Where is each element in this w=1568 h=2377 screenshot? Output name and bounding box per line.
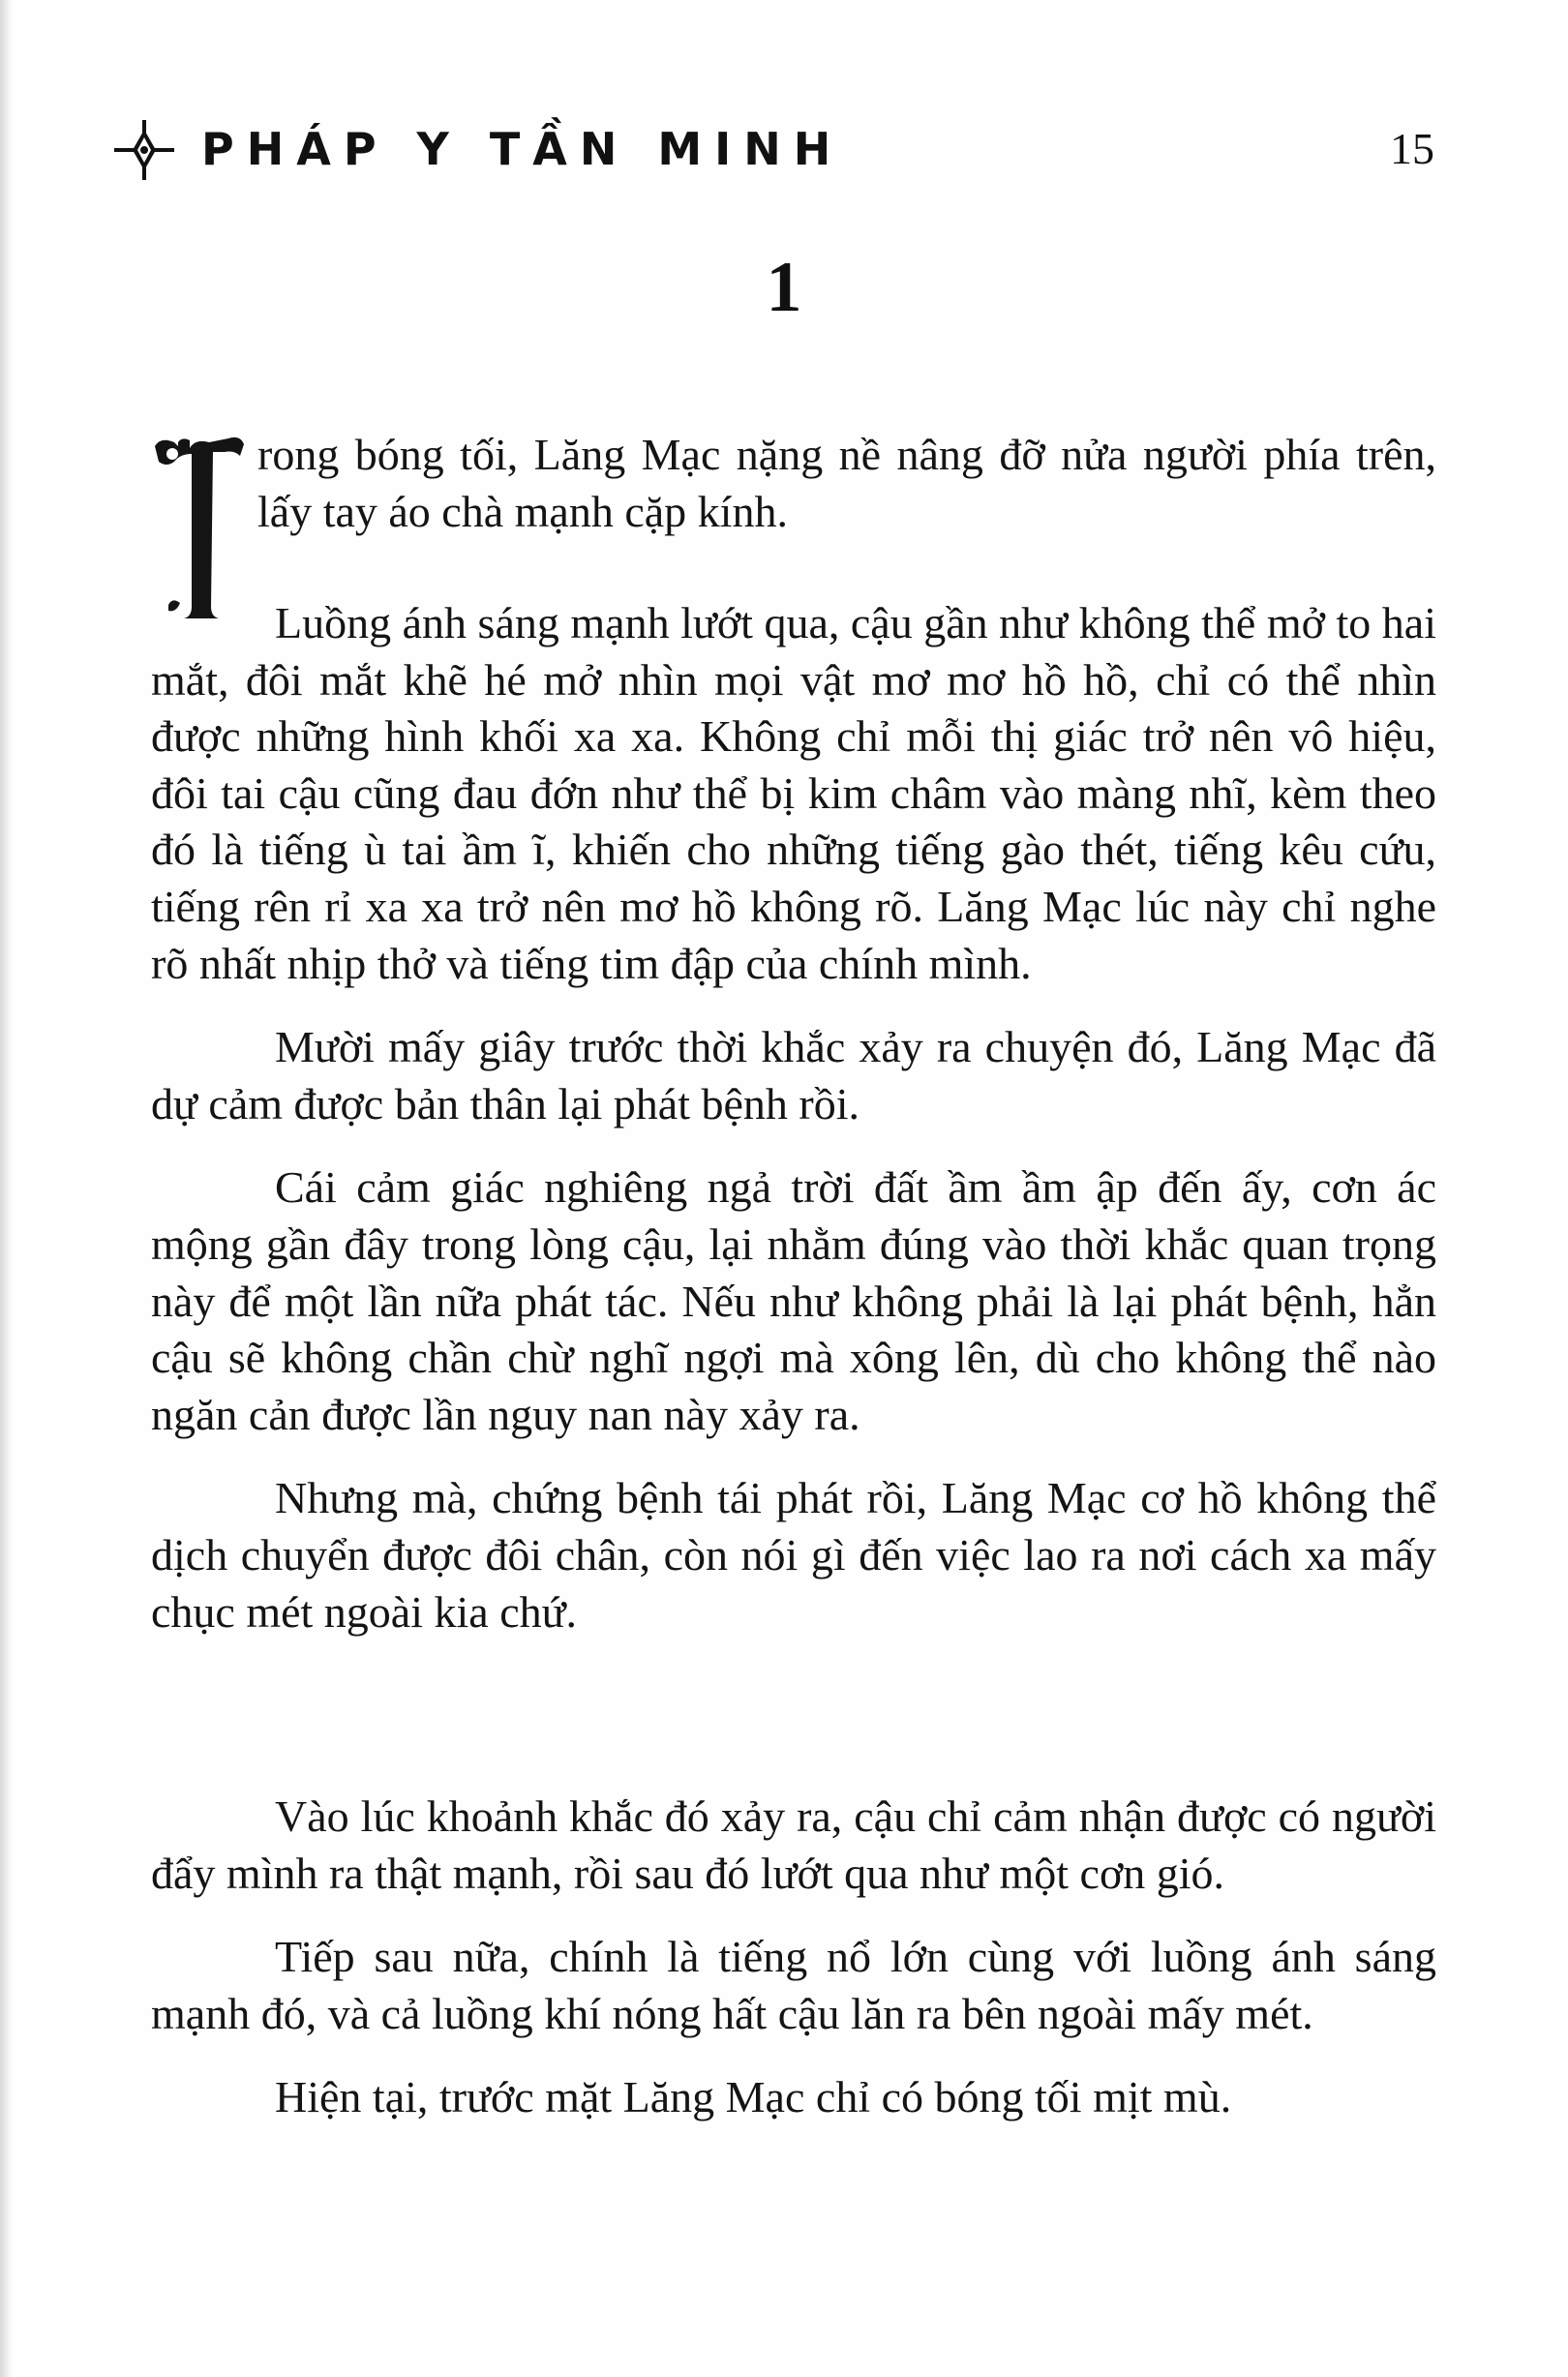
compass-star-icon (112, 118, 176, 182)
running-header-title: PHÁP Y TẦN MINH (201, 123, 844, 175)
paragraph-2: Luồng ánh sáng mạnh lướt qua, cậu gần như không thể mở to hai mắt, đôi mắt khẽ hé mở nhìn mọi vật mơ mơ hồ hồ, chỉ có thể nhìn được những hình khối xa xa. Không chỉ mỗi thị giác trở nên vô hiệu, đôi tai cậu cũng đau đớn như thể bị kim châm vào màng nhĩ, kèm theo đó là tiếng ù tai ầm ĩ, khiến cho những tiếng gào thét, tiếng kêu cứu, tiếng rên rỉ xa xa trở nên mơ hồ không rõ. Lăng Mạc lúc này chỉ nghe rõ nhất nhịp thở và tiếng tim đập của chính mình. (151, 598, 1436, 988)
running-header (108, 114, 1434, 182)
paragraph-4: Cái cảm giác nghiêng ngả trời đất ầm ầm ập đến ấy, cơn ác mộng gần đây trong lòng cậu, lại nhằm đúng vào thời khắc quan trọng này để một lần nữa phát tác. Nếu như không phải là lại phát bệnh, hẳn cậu sẽ không chần chừ nghĩ ngợi mà xông lên, dù cho không thể nào ngăn cản được lần nguy nan này xảy ra. (151, 1162, 1436, 1439)
page-number: 15 (1390, 124, 1434, 173)
paragraph-8: Hiện tại, trước mặt Lăng Mạc chỉ có bóng tối mịt mù. (275, 2072, 1232, 2122)
paragraph-6: Vào lúc khoảnh khắc đó xảy ra, cậu chỉ cảm nhận được có người đẩy mình ra thật mạnh, rồi sau đó lướt qua như một cơn gió. (151, 1791, 1436, 1898)
paragraph-3: Mười mấy giây trước thời khắc xảy ra chuyện đó, Lăng Mạc đã dự cảm được bản thân lại phát bệnh rồi. (151, 1022, 1436, 1128)
paragraph-5: Nhưng mà, chứng bệnh tái phát rồi, Lăng Mạc cơ hồ không thể dịch chuyển được đôi chân, còn nói gì đến việc lao ra nơi cách xa mấy chục mét ngoài kia chứ. (151, 1473, 1436, 1637)
paragraph-7: Tiếp sau nữa, chính là tiếng nổ lớn cùng với luồng ánh sáng mạnh đó, và cả luồng khí nóng hất cậu lăn ra bên ngoài mấy mét. (151, 1932, 1436, 2038)
body-text-upper (151, 595, 1436, 1640)
chapter-number: 1 (766, 248, 802, 327)
paragraph-1: rong bóng tối, Lăng Mạc nặng nề nâng đỡ nửa người phía trên, lấy tay áo chà mạnh cặp kính. (257, 430, 1436, 536)
spine-shadow (0, 0, 14, 2377)
body-text-lower (151, 1789, 1436, 2126)
